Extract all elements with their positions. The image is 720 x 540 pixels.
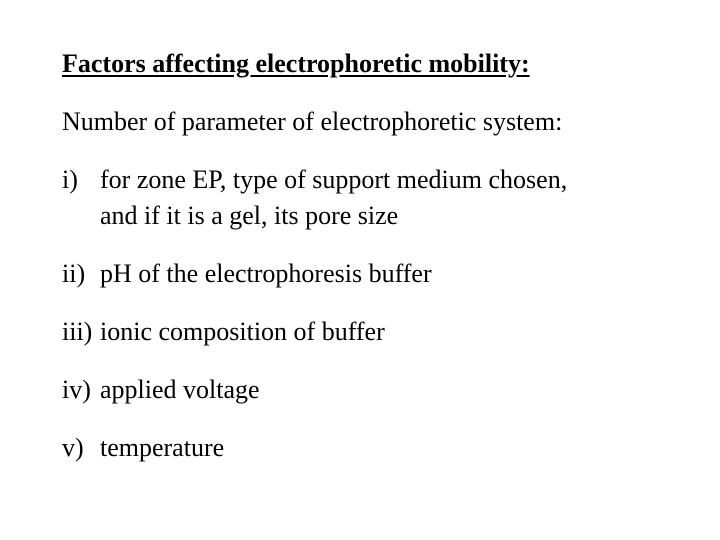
list-item-text: pH of the electrophoresis buffer: [100, 259, 432, 288]
list-item-text: temperature: [100, 433, 225, 462]
list-item-text-continued: and if it is a gel, its pore size: [100, 201, 399, 230]
slide-title: Factors affecting electrophoretic mobility:: [62, 49, 530, 78]
factor-list: [62, 162, 567, 466]
list-item: [62, 314, 567, 350]
list-item-text: for zone EP, type of support medium chosen,: [100, 165, 568, 194]
list-marker: v): [62, 433, 84, 462]
list-item: [62, 162, 567, 234]
list-item: [62, 256, 567, 292]
list-item-text: applied voltage: [100, 375, 260, 404]
list-marker: i): [62, 165, 78, 194]
list-marker: ii): [62, 259, 86, 288]
list-item: [62, 372, 567, 408]
list-item-text: ionic composition of buffer: [100, 317, 385, 346]
list-item: [62, 430, 567, 466]
intro-text: Number of parameter of electrophoretic system:: [62, 107, 563, 136]
list-marker: iv): [62, 375, 91, 404]
list-marker: iii): [62, 317, 93, 346]
